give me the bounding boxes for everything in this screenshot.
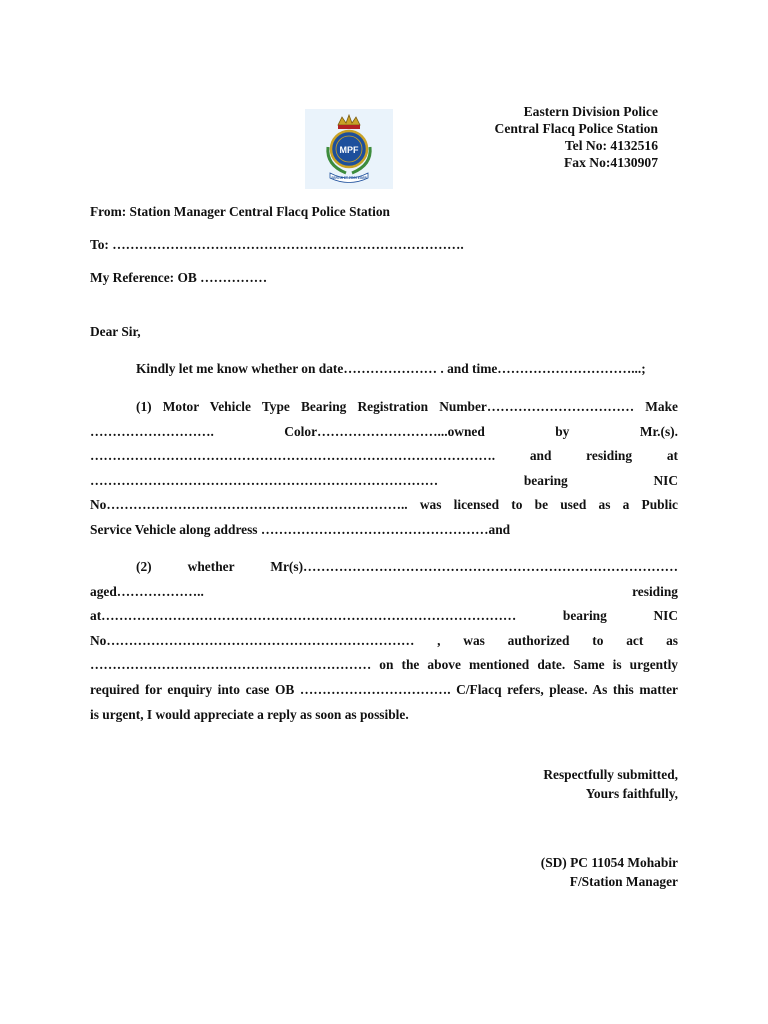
closing-block bbox=[543, 766, 678, 803]
division-name: Eastern Division Police bbox=[523, 104, 658, 119]
paragraph-2-line: ……………………………………………………… on the above mentioned date. Same is urgently bbox=[90, 657, 678, 673]
reference-line: My Reference: OB …………… bbox=[90, 270, 268, 285]
fax-number: Fax No:4130907 bbox=[563, 155, 658, 170]
paragraph-2-line: aged……………….. residing bbox=[90, 583, 678, 599]
mpf-badge-icon bbox=[318, 113, 380, 185]
salutation: Dear Sir, bbox=[90, 324, 141, 339]
tel-number: Tel No: 4132516 bbox=[564, 138, 658, 153]
logo-motto: SERVIR ET PROTEGER bbox=[331, 176, 367, 180]
paragraph-2-line: No…………………………………………………………… , was authorized to act as bbox=[90, 632, 678, 648]
logo-acronym: MPF bbox=[339, 145, 359, 155]
intro-paragraph: Kindly let me know whether on date………………… . and time…………………………...; bbox=[136, 361, 646, 376]
paragraph-2-line: is urgent, I would appreciate a reply as soon as possible. bbox=[90, 706, 409, 722]
paragraph-1 bbox=[90, 395, 678, 543]
closing-line-1: Respectfully submitted, bbox=[543, 767, 678, 782]
signature-name: (SD) PC 11054 Mohabir bbox=[540, 855, 678, 870]
paragraph-1-line: …………………………………………………………………… bearing NIC bbox=[90, 472, 678, 488]
paragraph-2 bbox=[90, 555, 678, 727]
from-line: From: Station Manager Central Flacq Police Station bbox=[90, 204, 391, 219]
paragraph-1-line: ………………………. Color………………………...owned by Mr.(s). bbox=[90, 423, 678, 439]
paragraph-1-line: Service Vehicle along address ……………………………………………and bbox=[90, 521, 511, 537]
paragraph-1-line: (1) Motor Vehicle Type Bearing Registration Number…………………………… Make bbox=[136, 399, 678, 414]
paragraph-2-line: required for enquiry into case OB ……………………………. C/Flacq refers, please. As this matter bbox=[90, 681, 678, 697]
paragraph-2-line: at………………………………………………………………………………… bearing NIC bbox=[90, 608, 678, 624]
paragraph-2-line: (2) whether Mr(s)………………………………………………………………………… bbox=[136, 559, 678, 574]
closing-line-2: Yours faithfully, bbox=[585, 785, 678, 801]
paragraph-1-line: ………………………………………………………………………………. and residing at bbox=[90, 448, 678, 464]
signature-block bbox=[541, 854, 678, 891]
to-line: To: ……………………………………………………………………. bbox=[90, 237, 464, 252]
police-logo bbox=[305, 109, 393, 189]
station-name: Central Flacq Police Station bbox=[494, 121, 658, 136]
letterhead bbox=[495, 103, 658, 171]
signature-title: F/Station Manager bbox=[569, 873, 678, 889]
paragraph-1-line: No………………………………………………………….. was licensed to be used as a Public bbox=[90, 497, 678, 513]
